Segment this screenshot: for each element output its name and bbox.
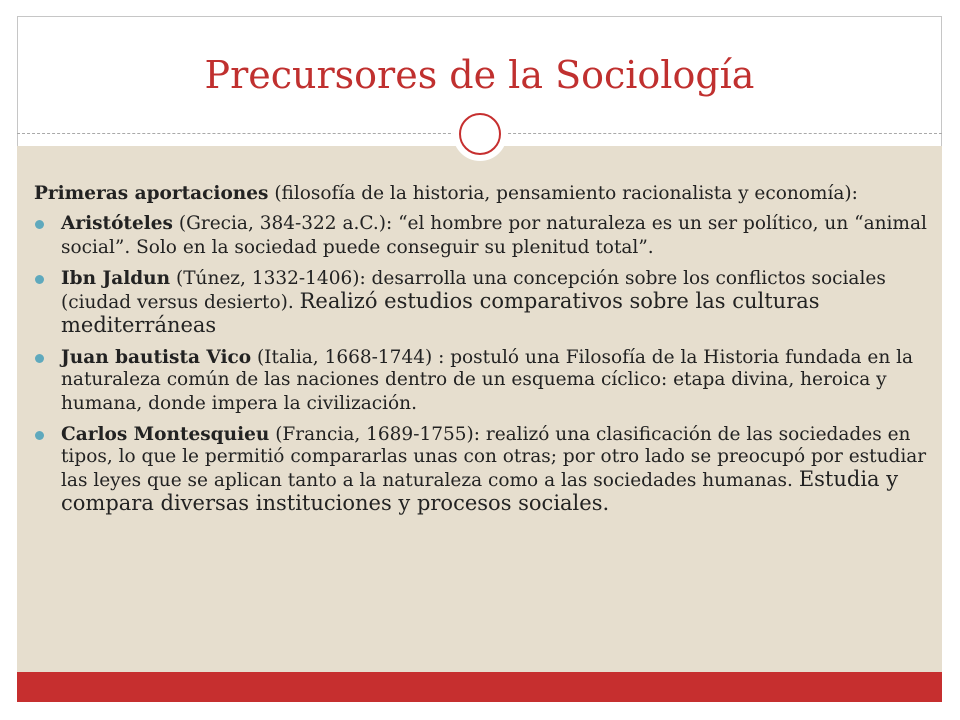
bullet-text: (Francia, 1689-1755): realizó una clasificación de las sociedades en tipos, lo que le permitió compararlas unas con otras; por otro lado se preocupó por estudiar las leyes que se aplican tanto a la naturaleza como a las sociedades humanas. bbox=[61, 424, 927, 491]
bullet-dot-icon bbox=[35, 275, 44, 284]
intro-text: (filosofía de la historia, pensamiento racionalista y economía): bbox=[268, 183, 858, 204]
bullet-aristoteles bbox=[34, 213, 934, 259]
bullet-tail: Realizó estudios comparativos sobre las culturas mediterráneas bbox=[61, 289, 820, 337]
bullet-dot-icon bbox=[35, 354, 44, 363]
bullet-montesquieu bbox=[34, 424, 934, 516]
bullet-name: Juan bautista Vico bbox=[61, 347, 252, 368]
bullet-name: Ibn Jaldun bbox=[61, 268, 171, 289]
bullet-dot-icon bbox=[35, 220, 44, 229]
slide-title: Precursores de la Sociología bbox=[204, 53, 755, 97]
slide-body bbox=[34, 183, 934, 525]
intro-paragraph bbox=[34, 183, 934, 205]
bullet-tail: Estudia y compara diversas instituciones y procesos sociales. bbox=[61, 467, 899, 515]
intro-heading: Primeras aportaciones bbox=[34, 183, 269, 204]
bullet-text: (Grecia, 384-322 a.C.): “el hombre por naturaleza es un ser político, un “animal social”. Solo en la sociedad puede conseguir su plenitud total”. bbox=[61, 213, 927, 258]
bullet-ibn-jaldun bbox=[34, 268, 934, 338]
bullet-vico bbox=[34, 347, 934, 415]
circle-ornament-icon bbox=[459, 113, 501, 155]
footer-band bbox=[17, 672, 942, 702]
bullet-name: Aristóteles bbox=[61, 213, 173, 234]
bullet-name: Carlos Montesquieu bbox=[61, 424, 270, 445]
bullet-text: (Túnez, 1332-1406): desarrolla una concepción sobre los conflictos sociales (ciudad versus desierto). bbox=[61, 268, 886, 313]
bullet-text: (Italia, 1668-1744) : postuló una Filosofía de la Historia fundada en la naturaleza común de las naciones dentro de un esquema cíclico: etapa divina, heroica y humana, donde impera la civilización. bbox=[61, 347, 914, 414]
bullet-dot-icon bbox=[35, 431, 44, 440]
